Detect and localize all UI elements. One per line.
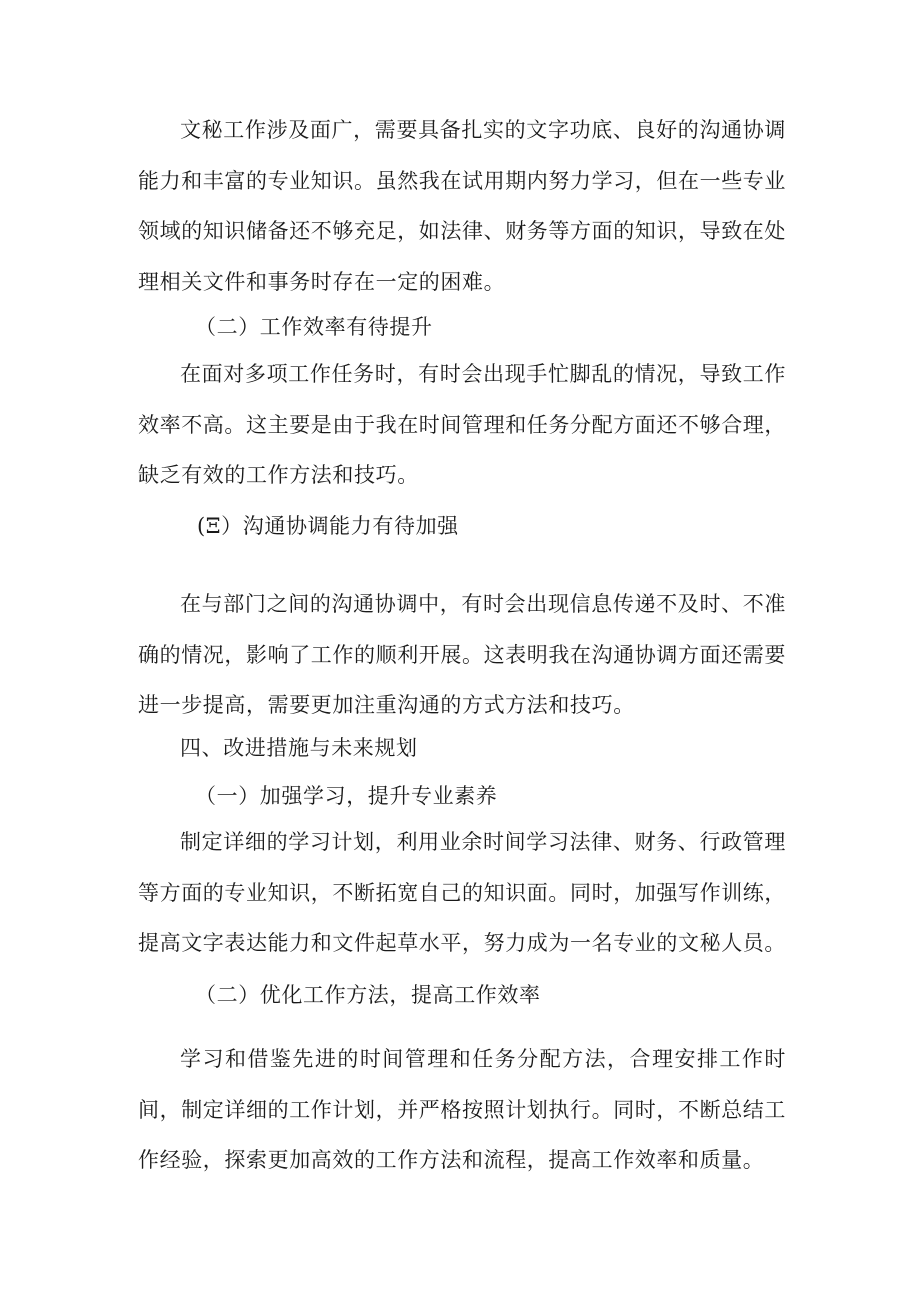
heading-improvement-plan: 四、改进措施与未来规划 [180, 736, 418, 760]
heading-efficiency: （二）工作效率有待提升 [195, 315, 433, 339]
heading-strengthen-learning: （一）加强学习，提升专业素养 [195, 784, 498, 808]
paragraph-communication: 在与部门之间的沟通协调中，有时会出现信息传递不及时、不准确的情况，影响了工作的顺利开展。这表明我在沟通协调方面还需要进一步提高，需要更加注重沟通的方式方法和技巧。 [138, 592, 786, 717]
paragraph-efficiency: 在面对多项工作任务时，有时会出现手忙脚乱的情况，导致工作效率不高。这主要是由于我在时间管理和任务分配方面还不够合理，缺乏有效的工作方法和技巧。 [138, 362, 786, 487]
paragraph-knowledge-gap: 文秘工作涉及面广，需要具备扎实的文字功底、良好的沟通协调能力和丰富的专业知识。虽然我在试用期内努力学习，但在一些专业领域的知识储备还不够充足，如法律、财务等方面的知识，导致在处理相关文件和事务时存在一定的困难。 [138, 118, 786, 294]
heading-communication: (Ξ）沟通协调能力有待加强 [197, 514, 459, 538]
heading-optimize-methods: （二）优化工作方法，提高工作效率 [195, 983, 541, 1007]
paragraph-learning-plan: 制定详细的学习计划，利用业余时间学习法律、财务、行政管理等方面的专业知识，不断拓宽自己的知识面。同时，加强写作训练，提高文字表达能力和文件起草水平，努力成为一名专业的文秘人员。 [138, 830, 786, 955]
paragraph-optimize-methods: 学习和借鉴先进的时间管理和任务分配方法，合理安排工作时间，制定详细的工作计划，并严格按照计划执行。同时，不断总结工作经验，探索更加高效的工作方法和流程，提高工作效率和质量。 [138, 1047, 786, 1172]
